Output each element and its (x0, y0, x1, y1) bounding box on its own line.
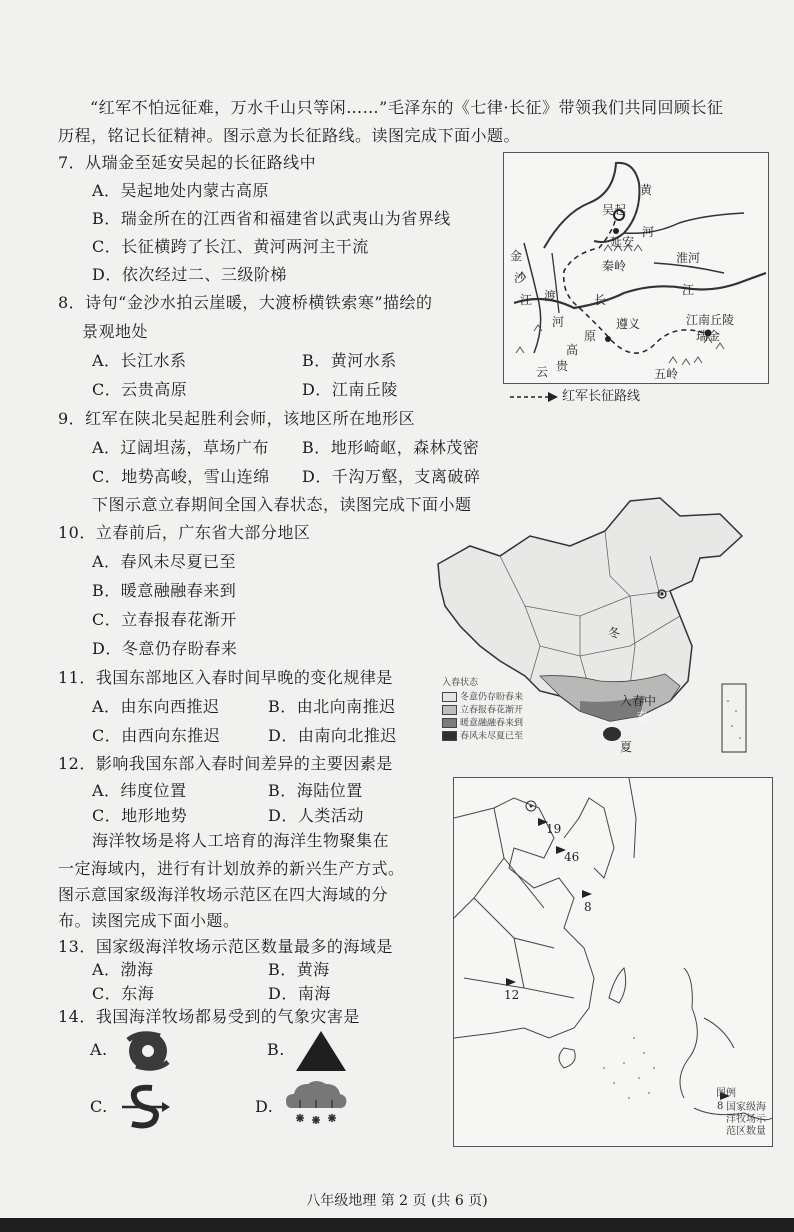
label-he2: 河 (552, 315, 565, 329)
tropical-storm-icon[interactable] (118, 1080, 170, 1132)
spring-legend-item-3 (442, 718, 523, 730)
q8-option-c[interactable]: C．云贵高原 (92, 380, 188, 399)
q9-stem: 9．红军在陕北吴起胜利会师，该地区所在地形区 (58, 409, 416, 428)
label-jiang2: 江 (520, 293, 533, 307)
count-bohai: 19 (546, 822, 562, 836)
label-zunyi: 遵义 (616, 317, 641, 331)
q14-option-c-label[interactable]: C. (90, 1097, 108, 1116)
ranch-legend-title: 图例 (716, 1088, 736, 1099)
label-jiangnan: 江南丘陵 (686, 313, 735, 327)
q7-option-c[interactable]: C．长征横跨了长江、黄河两河主干流 (92, 237, 369, 256)
legend-text-2: 立春报春花渐开 (460, 705, 524, 716)
label-ruchun: 入春中 (620, 694, 657, 708)
q8-stem-2: 景观地处 (82, 322, 149, 341)
q14-option-b-label[interactable]: B. (267, 1040, 285, 1059)
label-jin: 金 (510, 249, 523, 263)
count-nanhai: 12 (504, 988, 520, 1002)
label-chun: 春 (636, 710, 649, 724)
count-donghai: 8 (584, 900, 592, 914)
legend-swatch-4 (442, 731, 457, 741)
legend-text-3: 暖意融融春来到 (460, 718, 524, 729)
q13-option-a[interactable]: A．渤海 (92, 960, 154, 979)
spring-legend-item-1 (442, 692, 523, 704)
label-huaihe: 淮河 (676, 251, 701, 265)
label-wuling: 五岭 (654, 367, 679, 381)
q13-option-c[interactable]: C．东海 (92, 984, 155, 1003)
q7-option-a[interactable]: A．吴起地处内蒙古高原 (92, 181, 270, 200)
intro-line-2: 历程，铭记长征精神。图示意为长征路线。读图完成下面小题。 (58, 126, 521, 145)
label-sha: 沙 (514, 271, 527, 285)
spring-legend-item-2 (442, 705, 523, 717)
q8-option-d[interactable]: D．江南丘陵 (302, 380, 398, 399)
label-yun: 云 (536, 365, 549, 379)
q12-stem: 12．影响我国东部入春时间差异的主要因素是 (58, 754, 393, 773)
intro-3-line-4: 布。读图完成下面小题。 (58, 911, 240, 930)
ranch-legend-text-1: 国家级海 (726, 1102, 766, 1113)
q10-option-a[interactable]: A．春风未尽夏已至 (92, 552, 237, 571)
q13-stem: 13．国家级海洋牧场示范区数量最多的海域是 (58, 937, 393, 956)
page-footer: 八年级地理 第 2 页 (共 6 页) (306, 1193, 488, 1209)
intro-3-line-1: 海洋牧场是将人工培育的海洋生物聚集在 (92, 831, 390, 850)
q11-option-d[interactable]: D．由南向北推迟 (268, 726, 397, 745)
legend-text-1: 冬意仍存盼春来 (460, 692, 524, 703)
q10-option-c[interactable]: C．立春报春花渐开 (92, 610, 237, 629)
ranch-legend-text-2: 洋牧场示 (726, 1114, 766, 1125)
ranch-legend-text-3: 范区数量 (726, 1126, 766, 1137)
q10-option-b[interactable]: B．暖意融融春来到 (92, 581, 237, 600)
typhoon-icon[interactable] (116, 1028, 180, 1074)
long-march-map (503, 152, 769, 384)
label-dong: 冬 (608, 626, 621, 640)
intro-line-1: “红军不怕远征难，万水千山只等闲……”毛泽东的《七律·长征》带领我们共同回顾长征 (90, 98, 724, 117)
q9-option-c[interactable]: C．地势高峻，雪山连绵 (92, 467, 270, 486)
legend-swatch-3 (442, 718, 457, 728)
q13-option-b[interactable]: B．黄海 (268, 960, 330, 979)
label-he: 河 (642, 225, 655, 239)
q11-option-a[interactable]: A．由东向西推迟 (92, 697, 220, 716)
intro-2: 下图示意立春期间全国入春状态，读图完成下面小题 (92, 495, 472, 514)
legend-swatch-1 (442, 692, 457, 702)
intro-3-line-3: 图示意国家级海洋牧场示范区在四大海域的分 (58, 885, 389, 904)
q10-option-d[interactable]: D．冬意仍存盼春来 (92, 639, 238, 658)
intro-3-line-2: 一定海域内，进行有计划放养的新兴生产方式。 (58, 859, 405, 878)
q10-stem: 10．立春前后，广东省大部分地区 (58, 523, 311, 542)
label-qinling: 秦岭 (602, 259, 627, 273)
route-legend-icon (508, 391, 562, 403)
label-jiang: 江 (682, 283, 695, 297)
q8-option-a[interactable]: A．长江水系 (92, 351, 187, 370)
label-huang: 黄 (640, 183, 653, 197)
q11-option-b[interactable]: B．由北向南推迟 (268, 697, 396, 716)
label-du: 渡 (544, 289, 557, 303)
route-legend-label: 红军长征路线 (562, 389, 641, 404)
triangle-icon[interactable] (294, 1028, 348, 1074)
q9-option-a[interactable]: A．辽阔坦荡，草场广布 (92, 438, 270, 457)
q12-option-c[interactable]: C．地形地势 (92, 806, 188, 825)
snowstorm-icon[interactable] (282, 1074, 350, 1132)
bottom-edge (0, 1218, 794, 1232)
marine-ranch-map (453, 777, 773, 1147)
q8-option-b[interactable]: B．黄河水系 (302, 351, 397, 370)
q12-option-a[interactable]: A．纬度位置 (92, 781, 187, 800)
legend-text-4: 春风未尽夏已至 (460, 731, 524, 742)
ranch-legend-num: 8 (717, 1101, 724, 1112)
q14-option-d-label[interactable]: D. (255, 1097, 274, 1116)
q11-option-c[interactable]: C．由西向东推迟 (92, 726, 221, 745)
count-huanghai: 46 (564, 850, 580, 864)
label-chang: 长 (594, 293, 607, 307)
q12-option-b[interactable]: B．海陆位置 (268, 781, 363, 800)
long-march-map-drawing (504, 153, 768, 383)
q14-option-a-label[interactable]: A. (90, 1040, 108, 1059)
q14-stem: 14．我国海洋牧场都易受到的气象灾害是 (58, 1007, 360, 1026)
label-wuqi: 吴起 (602, 203, 627, 217)
q8-stem-1: 8．诗句“金沙水拍云崖暖，大渡桥横铁索寒”描绘的 (58, 293, 433, 312)
label-xia: 夏 (620, 740, 633, 754)
q12-option-d[interactable]: D．人类活动 (268, 806, 364, 825)
q11-stem: 11．我国东部地区入春时间早晚的变化规律是 (58, 668, 393, 687)
spring-legend-item-4 (442, 731, 523, 743)
q9-option-d[interactable]: D．千沟万壑，支离破碎 (302, 467, 481, 486)
q7-stem: 7．从瑞金至延安吴起的长征路线中 (58, 153, 317, 172)
label-gao: 高 (566, 343, 579, 357)
legend-swatch-2 (442, 705, 457, 715)
spring-map (430, 496, 748, 766)
label-yanan: 延安 (610, 235, 635, 249)
spring-legend-title: 入春状态 (442, 678, 479, 688)
label-yuan: 原 (584, 329, 597, 343)
q9-option-b[interactable]: B．地形崎岖，森林茂密 (302, 438, 480, 457)
q13-option-d[interactable]: D．南海 (268, 984, 331, 1003)
q7-option-d[interactable]: D．依次经过二、三级阶梯 (92, 265, 287, 284)
q7-option-b[interactable]: B．瑞金所在的江西省和福建省以武夷山为省界线 (92, 209, 451, 228)
label-gui: 贵 (556, 359, 569, 373)
label-ruijin: 瑞金 (696, 329, 721, 343)
